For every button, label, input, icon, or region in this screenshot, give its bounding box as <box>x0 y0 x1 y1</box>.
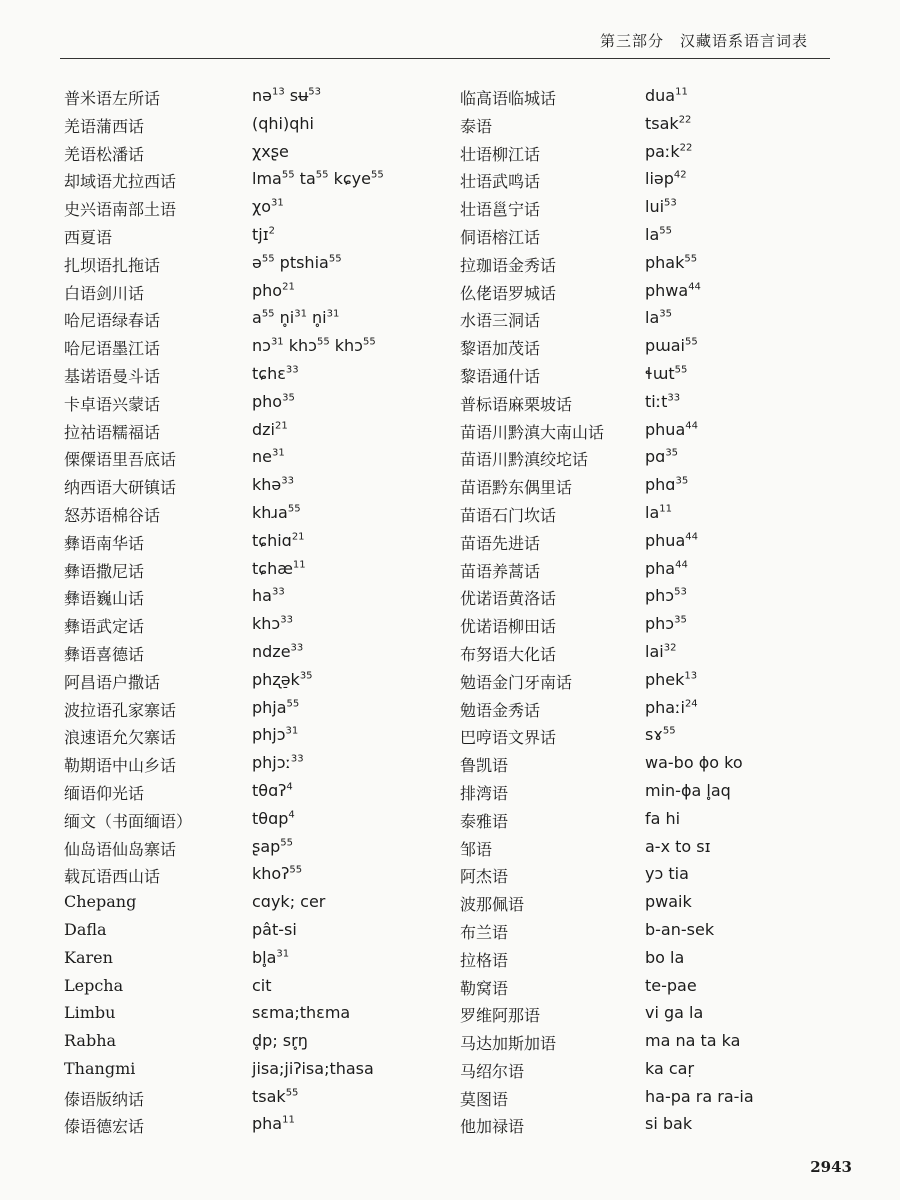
language-name: 他加禄语 <box>460 1117 525 1137</box>
language-name: Limbu <box>64 1003 116 1023</box>
word-form: cit <box>252 975 272 995</box>
word-form: $\chi o^{31}$ <box>252 197 284 217</box>
word-form: phaːi$^{24}$ <box>645 697 698 717</box>
word-form: khoʔ$^{55}$ <box>252 864 303 884</box>
language-name: 黎语通什话 <box>460 366 541 386</box>
word-form: khɹa$^{55}$ <box>252 502 301 522</box>
language-name: 彝语武定话 <box>64 617 145 637</box>
word-form: phɑ$^{35}$ <box>645 475 689 495</box>
language-name: 阿杰语 <box>460 867 509 887</box>
word-form: pwaik <box>645 892 692 912</box>
language-name: 侗语榕江话 <box>460 227 541 247</box>
language-name: 基诺语曼斗话 <box>64 366 161 386</box>
word-form: paːk$^{22}$ <box>645 141 693 161</box>
language-name: 缅语仰光话 <box>64 783 145 803</box>
language-name: 苗语养蒿话 <box>460 561 541 581</box>
word-form: fa hi <box>645 808 681 828</box>
language-name: 傈僳语里吾底话 <box>64 450 177 470</box>
word-form: nɔ$^{31}$ khɔ$^{55}$ khɔ$^{55}$ <box>252 336 376 356</box>
word-form: ma na ta ka <box>645 1031 741 1051</box>
word-form: ɬɯt$^{55}$ <box>645 363 688 383</box>
language-name: 布努语大化话 <box>460 644 557 664</box>
language-name: 羌语松潘话 <box>64 144 145 164</box>
word-form: phjɔ$^{31}$ <box>252 725 299 745</box>
word-form: (qhi)qhi <box>252 113 314 133</box>
language-name: 苗语先进话 <box>460 533 541 553</box>
language-name: 彝语南华话 <box>64 533 145 553</box>
word-form: pha$^{11}$ <box>252 1114 295 1134</box>
word-form: $a^{55}$ $n̥i^{31}$ $n̥i^{31}$ <box>252 308 340 328</box>
language-name: 傣语版纳话 <box>64 1089 145 1109</box>
language-name: 莫图语 <box>460 1089 509 1109</box>
language-name: 马达加斯加语 <box>460 1034 557 1054</box>
word-form: lui$^{53}$ <box>645 197 677 217</box>
word-form: $la^{11}$ <box>645 502 672 522</box>
language-name: 扎坝语扎拖话 <box>64 255 161 275</box>
language-name: 邹语 <box>460 839 493 859</box>
word-form: bo la <box>645 947 685 967</box>
language-name: Karen <box>64 947 113 967</box>
word-form: $ne^{31}$ <box>252 447 285 467</box>
language-name: 西夏语 <box>64 227 113 247</box>
word-form: $la^{35}$ <box>645 308 672 328</box>
language-name: 拉祜语糯福话 <box>64 422 161 442</box>
word-form: $bl̥a^{31}$ <box>252 947 290 967</box>
word-form: si bak <box>645 1114 693 1134</box>
language-name: 拉格语 <box>460 950 509 970</box>
word-form: tɕhɛ$^{33}$ <box>252 363 299 383</box>
word-form: phja$^{55}$ <box>252 697 300 717</box>
language-name: Thangmi <box>64 1058 136 1078</box>
language-name: 苗语川黔滇绞坨话 <box>460 450 589 470</box>
language-name: 纳西语大研镇话 <box>64 478 177 498</box>
word-form: khɔ$^{33}$ <box>252 614 293 634</box>
language-name: 史兴语南部土语 <box>64 200 177 220</box>
language-name: 彝语喜德话 <box>64 644 145 664</box>
word-form: χxʂe <box>252 141 289 161</box>
word-form: phɔ$^{53}$ <box>645 586 687 606</box>
word-form: phua$^{44}$ <box>645 419 698 439</box>
language-name: 勒期语中山乡话 <box>64 756 177 776</box>
language-name: 哈尼语墨江话 <box>64 339 161 359</box>
word-form: liəp$^{42}$ <box>645 169 687 189</box>
word-form: sɤ$^{55}$ <box>645 725 676 745</box>
word-form: tθɑp$^4$ <box>252 808 295 828</box>
language-name: Lepcha <box>64 975 124 995</box>
word-form: jisa;jiʔisa;thasa <box>252 1058 374 1078</box>
language-name: 排湾语 <box>460 783 509 803</box>
word-form: phua$^{44}$ <box>645 530 698 550</box>
language-name: 苗语石门坎话 <box>460 505 557 525</box>
word-form: dzi$^{21}$ <box>252 419 288 439</box>
language-name: 缅文（书面缅语） <box>64 811 193 831</box>
language-name: 载瓦语西山话 <box>64 867 161 887</box>
language-name: 苗语川黔滇大南山话 <box>460 422 605 442</box>
word-form: phak$^{55}$ <box>645 252 698 272</box>
word-form: te-pae <box>645 975 697 995</box>
language-name: 马绍尔语 <box>460 1061 525 1081</box>
word-form: lai$^{32}$ <box>645 641 677 661</box>
word-form: yɔ tia <box>645 864 689 884</box>
word-form: tɕhæ$^{11}$ <box>252 558 306 578</box>
word-form: min-ɸa l̥aq <box>645 780 731 800</box>
language-name: 卡卓语兴蒙话 <box>64 394 161 414</box>
language-name: Dafla <box>64 919 107 939</box>
word-form: tiːt$^{33}$ <box>645 391 681 411</box>
language-name: 苗语黔东偶里话 <box>460 478 573 498</box>
word-form: tsak$^{22}$ <box>645 113 692 133</box>
word-form: sɛma;thɛma <box>252 1003 351 1023</box>
language-name: 白语剑川话 <box>64 283 145 303</box>
word-form: pha$^{44}$ <box>645 558 688 578</box>
language-name: 波拉语孔家寨话 <box>64 700 177 720</box>
word-form: tɕhiɑ$^{21}$ <box>252 530 305 550</box>
language-name: 仙岛语仙岛寨话 <box>64 839 177 859</box>
language-name: 彝语撒尼话 <box>64 561 145 581</box>
language-name: 傣语德宏话 <box>64 1117 145 1137</box>
language-name: 布兰语 <box>460 922 509 942</box>
word-form: cɑyk; cer <box>252 892 326 912</box>
word-form: d̥p; sr̥ŋ <box>252 1031 308 1051</box>
word-form: vi ga la <box>645 1003 704 1023</box>
word-form: ndze$^{33}$ <box>252 641 304 661</box>
word-form: pho$^{35}$ <box>252 391 295 411</box>
language-name: 壮语邕宁话 <box>460 200 541 220</box>
running-header: 第三部分 汉藏语系语言词表 <box>599 32 808 50</box>
language-name: 优诺语柳田话 <box>460 617 557 637</box>
language-name: 普米语左所话 <box>64 89 161 108</box>
word-form: tsak$^{55}$ <box>252 1086 299 1106</box>
word-form: ʂap$^{55}$ <box>252 836 294 856</box>
word-form: tjɪ$^2$ <box>252 224 276 244</box>
word-form: wa-bo ɸo ko <box>645 753 743 773</box>
language-name: 仫佬语罗城话 <box>460 283 557 303</box>
language-name: 鲁凯语 <box>460 756 509 776</box>
word-form: ha-pa ra ra-ia <box>645 1086 754 1106</box>
language-name: 泰语 <box>460 116 493 136</box>
language-name: 却域语尤拉西话 <box>64 172 177 192</box>
language-name: 壮语武鸣话 <box>460 172 541 192</box>
language-name: 波那佩语 <box>460 895 525 915</box>
language-name: 彝语巍山话 <box>64 589 145 609</box>
language-name: 优诺语黄洛话 <box>460 589 557 609</box>
header-rule <box>60 58 830 59</box>
word-form: phjɔː$^{33}$ <box>252 753 304 773</box>
word-form: phek$^{13}$ <box>645 669 698 689</box>
language-name: 黎语加茂话 <box>460 339 541 359</box>
language-name: 水语三洞话 <box>460 311 541 331</box>
language-name: Chepang <box>64 892 137 912</box>
word-form: phɔ$^{35}$ <box>645 614 687 634</box>
language-name: 哈尼语绿春话 <box>64 311 161 331</box>
word-form: ka caṛ <box>645 1058 695 1078</box>
word-form: pho$^{21}$ <box>252 280 295 300</box>
word-form: nə$^{13}$ sʉ$^{53}$ <box>252 86 322 105</box>
language-name: 勉语金门牙南话 <box>460 672 573 692</box>
language-name: 羌语蒲西话 <box>64 116 145 136</box>
word-form: pɯai$^{55}$ <box>645 336 698 356</box>
word-form: lma$^{55}$ $ta^{55}$ kɕye$^{55}$ <box>252 169 384 189</box>
word-form: $la^{55}$ <box>645 224 672 244</box>
language-name: 临高语临城话 <box>460 89 557 108</box>
language-name: 普标语麻栗坡话 <box>460 394 573 414</box>
language-name: 怒苏语棉谷话 <box>64 505 161 525</box>
word-form: $ha^{33}$ <box>252 586 285 606</box>
language-name: Rabha <box>64 1031 117 1051</box>
word-form: $phʐə̠k^{35}$ <box>252 669 313 689</box>
word-form: a-x to sɪ <box>645 836 711 856</box>
language-name: 壮语柳江话 <box>460 144 541 164</box>
word-form: phwa$^{44}$ <box>645 280 701 300</box>
page-number: 2943 <box>810 1158 852 1176</box>
language-name: 罗维阿那语 <box>460 1006 541 1026</box>
language-name: 泰雅语 <box>460 811 509 831</box>
language-name: 巴哼语文界话 <box>460 728 557 748</box>
word-form: pât-si <box>252 919 297 939</box>
language-name: 勒窝语 <box>460 978 509 998</box>
word-form: dua$^{11}$ <box>645 86 688 105</box>
word-form: b-an-sek <box>645 919 715 939</box>
language-name: 拉珈语金秀话 <box>460 255 557 275</box>
word-form: khə$^{33}$ <box>252 475 294 495</box>
word-form: tθɑʔ$^4$ <box>252 780 293 800</box>
word-form: ə$^{55}$ ptshia$^{55}$ <box>252 252 342 272</box>
language-name: 阿昌语户撒话 <box>64 672 161 692</box>
language-name: 浪速语允欠寨话 <box>64 728 177 748</box>
word-form: pɑ$^{35}$ <box>645 447 679 467</box>
language-name: 勉语金秀话 <box>460 700 541 720</box>
